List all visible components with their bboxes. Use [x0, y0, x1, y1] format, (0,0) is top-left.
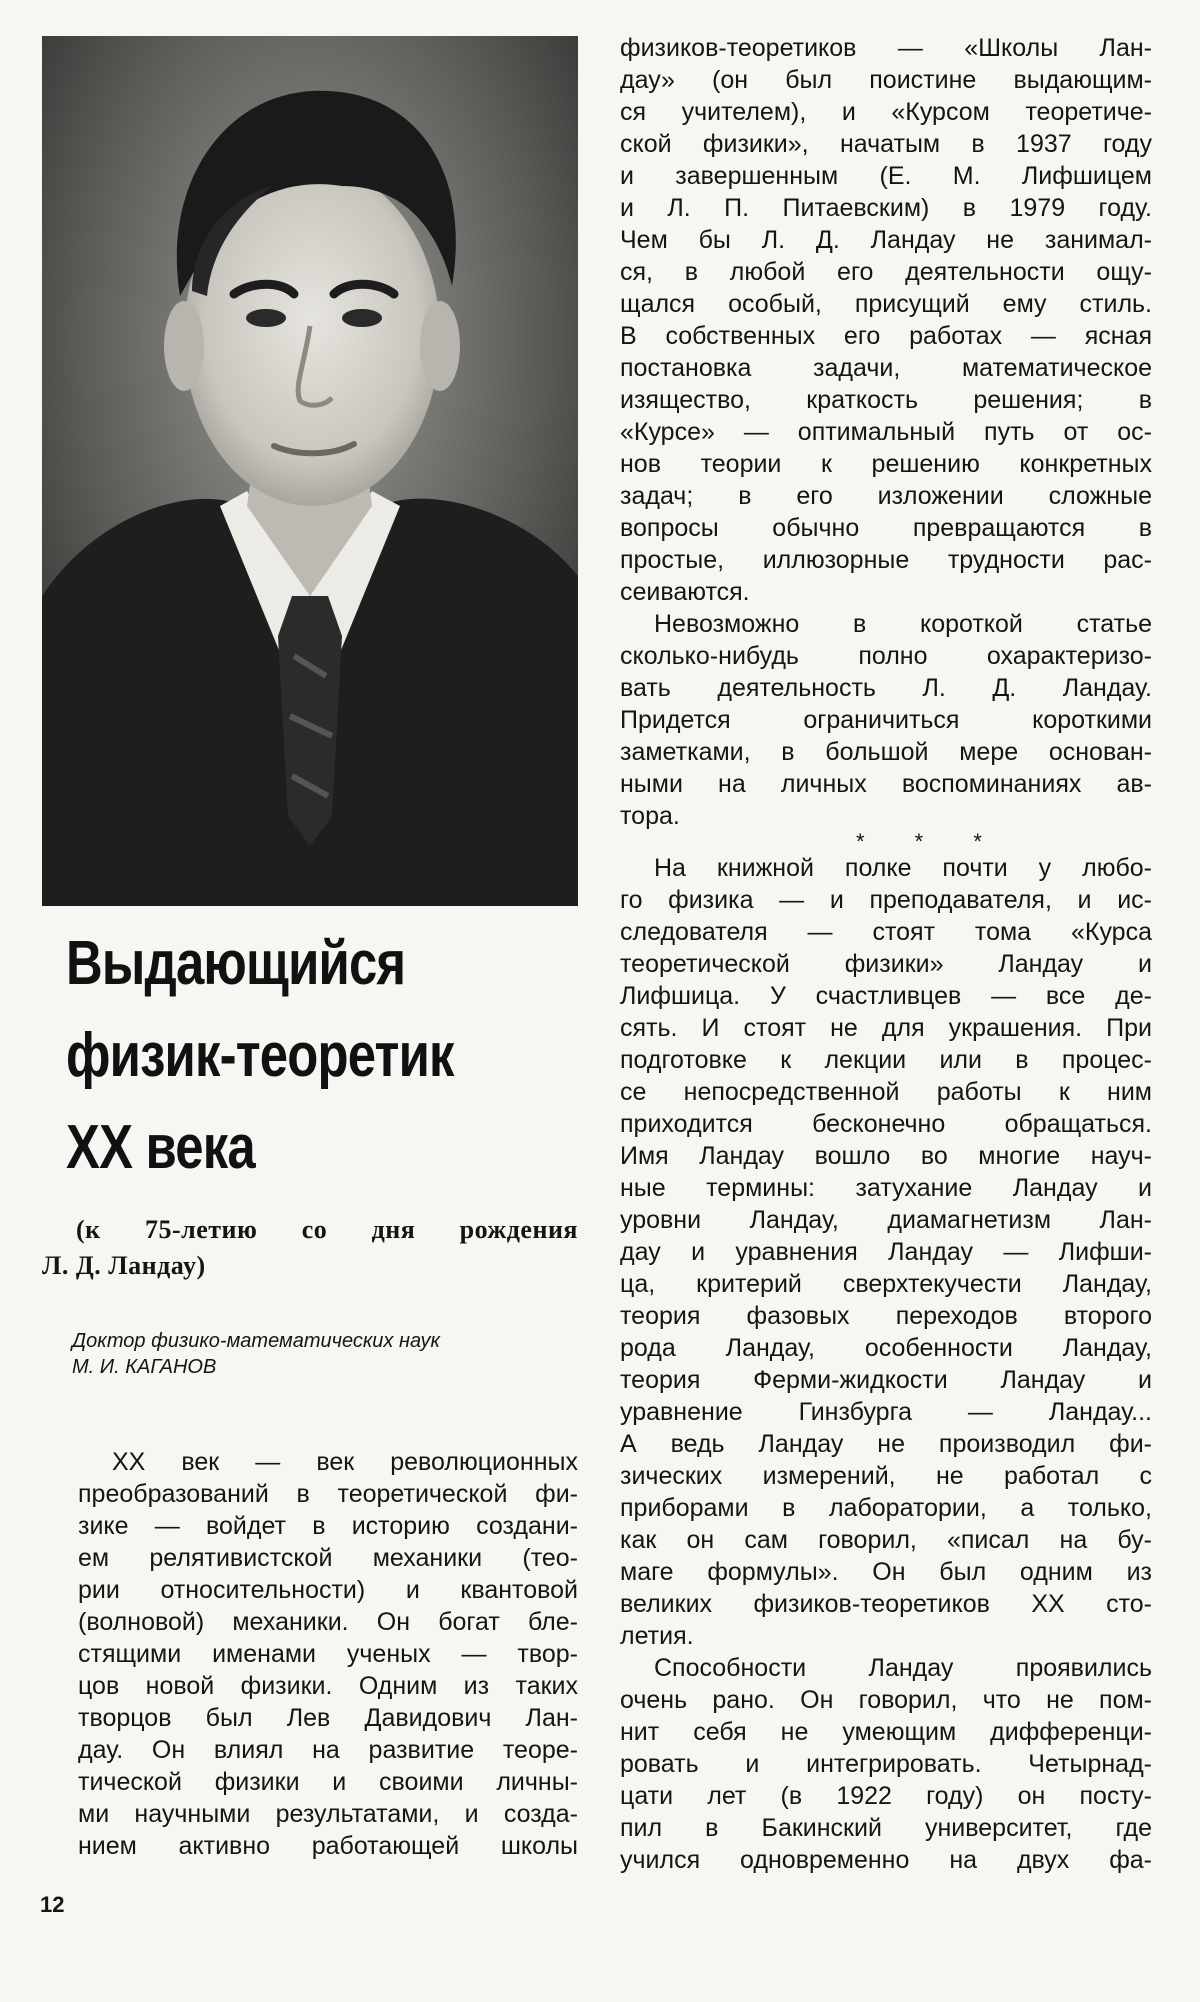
- text-line: На книжной полке почти у любо-: [654, 854, 1152, 882]
- text-line: творцов был Лев Давидович Лан-: [78, 1704, 578, 1732]
- text-line: ные термины: затухание Ландау и: [620, 1174, 1152, 1202]
- text-line: великих физиков-теоретиков XX сто-: [620, 1590, 1152, 1618]
- headline-line: Выдающийся: [66, 929, 406, 998]
- article-headline: [66, 918, 492, 1194]
- subtitle-line: Л. Д. Ландау): [42, 1251, 206, 1280]
- author-degree: Доктор физико-математических наук: [72, 1330, 440, 1352]
- text-line: преобразований в теоретической фи-: [78, 1480, 578, 1508]
- text-line: нов теории к решению конкретных: [620, 450, 1152, 478]
- text-line: ца, критерий сверхтекучести Ландау,: [620, 1270, 1152, 1298]
- text-line: изящество, краткость решения; в: [620, 386, 1152, 414]
- page-number: 12: [40, 1892, 65, 1917]
- left-column-text: [78, 1446, 578, 1862]
- text-line: пил в Бакинский университет, где: [620, 1814, 1152, 1842]
- text-line: стящими именами ученых — твор-: [78, 1640, 578, 1668]
- text-line: щался особый, присущий ему стиль.: [620, 290, 1152, 318]
- text-line: учился одновременно на двух фа-: [620, 1846, 1152, 1874]
- text-line: как он сам говорил, «писал на бу-: [620, 1526, 1152, 1554]
- text-line: тической физики и своими личны-: [78, 1768, 578, 1796]
- text-line: ем релятивистской механики (тео-: [78, 1544, 578, 1572]
- text-line: В собственных его работах — ясная: [620, 322, 1152, 350]
- text-line: се непосредственной работы к ним: [620, 1078, 1152, 1106]
- text-line: уровни Ландау, диамагнетизм Лан-: [620, 1206, 1152, 1234]
- text-line: ся, в любой его деятельности ощу-: [620, 258, 1152, 286]
- text-line: зике — войдет в историю создани-: [78, 1512, 578, 1540]
- text-line: рии относительности) и квантовой: [78, 1576, 578, 1604]
- headline-line: физик-теоретик: [66, 1021, 454, 1090]
- text-line: Придется ограничиться короткими: [620, 706, 1152, 734]
- article-subtitle: [42, 1212, 578, 1284]
- text-line: цов новой физики. Одним из таких: [78, 1672, 578, 1700]
- text-line: (волновой) механики. Он богат бле-: [78, 1608, 578, 1636]
- text-line: ся учителем), и «Курсом теоретиче-: [620, 98, 1152, 126]
- text-line: маге формулы». Он был одним из: [620, 1558, 1152, 1586]
- text-line: и завершенным (Е. М. Лифшицем: [620, 162, 1152, 190]
- text-line: нит себя не умеющим дифференци-: [620, 1718, 1152, 1746]
- author-byline: [72, 1328, 572, 1380]
- text-line: вопросы обычно превращаются в: [620, 514, 1152, 542]
- text-line: ской физики», начатым в 1937 году: [620, 130, 1152, 158]
- text-line: «Курсе» — оптимальный путь от ос-: [620, 418, 1152, 446]
- text-line: заметками, в большой мере основан-: [620, 738, 1152, 766]
- text-line: и Л. П. Питаевским) в 1979 году.: [620, 194, 1152, 222]
- text-line: простые, иллюзорные трудности рас-: [620, 546, 1152, 574]
- text-line: следователя — стоят тома «Курса: [620, 918, 1152, 946]
- text-line: тора.: [620, 802, 680, 830]
- text-line: сеиваются.: [620, 578, 750, 606]
- text-line: теория фазовых переходов второго: [620, 1302, 1152, 1330]
- text-line: летия.: [620, 1622, 694, 1650]
- headline-line: XX века: [66, 1113, 255, 1182]
- portrait-illustration: [42, 36, 578, 906]
- text-line: вать деятельность Л. Д. Ландау.: [620, 674, 1152, 702]
- text-line: физиков-теоретиков — «Школы Лан-: [620, 34, 1152, 62]
- subtitle-line: (к 75-летию со дня рождения: [76, 1215, 578, 1244]
- text-line: дау и уравнения Ландау — Лифши-: [620, 1238, 1152, 1266]
- author-name: М. И. КАГАНОВ: [72, 1356, 217, 1378]
- text-line: рода Ландау, особенности Ландау,: [620, 1334, 1152, 1362]
- text-line: Чем бы Л. Д. Ландау не занимал-: [620, 226, 1152, 254]
- text-line: зических измерений, не работал с: [620, 1462, 1152, 1490]
- text-line: Невозможно в короткой статье: [654, 610, 1152, 638]
- text-line: теоретической физики» Ландау и: [620, 950, 1152, 978]
- text-line: Способности Ландау проявились: [654, 1654, 1152, 1682]
- portrait-photo: [42, 36, 578, 906]
- text-line: нием активно работающей школы: [78, 1832, 578, 1860]
- text-line: ровать и интегрировать. Четырнад-: [620, 1750, 1152, 1778]
- right-column-text: [620, 32, 1152, 1876]
- section-separator: * * *: [856, 829, 1004, 854]
- text-line: го физика — и преподавателя, и ис-: [620, 886, 1152, 914]
- text-line: Лифшица. У счастливцев — все де-: [620, 982, 1152, 1010]
- text-line: сколько-нибудь полно охарактеризо-: [620, 642, 1152, 670]
- text-line: подготовке к лекции или в процес-: [620, 1046, 1152, 1074]
- text-line: постановка задачи, математическое: [620, 354, 1152, 382]
- text-line: дау» (он был поистине выдающим-: [620, 66, 1152, 94]
- text-line: дау. Он влиял на развитие теоре-: [78, 1736, 578, 1764]
- text-line: ными на личных воспоминаниях ав-: [620, 770, 1152, 798]
- text-line: уравнение Гинзбурга — Ландау...: [620, 1398, 1152, 1426]
- text-line: цати лет (в 1922 году) он посту-: [620, 1782, 1152, 1810]
- text-line: очень рано. Он говорил, что не пом-: [620, 1686, 1152, 1714]
- text-line: ми научными результатами, и созда-: [78, 1800, 578, 1828]
- text-line: А ведь Ландау не производил фи-: [620, 1430, 1152, 1458]
- text-line: теория Ферми-жидкости Ландау и: [620, 1366, 1152, 1394]
- text-line: Имя Ландау вошло во многие науч-: [620, 1142, 1152, 1170]
- text-line: XX век — век революционных: [112, 1448, 578, 1476]
- text-line: приходится бесконечно обращаться.: [620, 1110, 1152, 1138]
- text-line: приборами в лаборатории, а только,: [620, 1494, 1152, 1522]
- text-line: сять. И стоят не для украшения. При: [620, 1014, 1152, 1042]
- text-line: задач; в его изложении сложные: [620, 482, 1152, 510]
